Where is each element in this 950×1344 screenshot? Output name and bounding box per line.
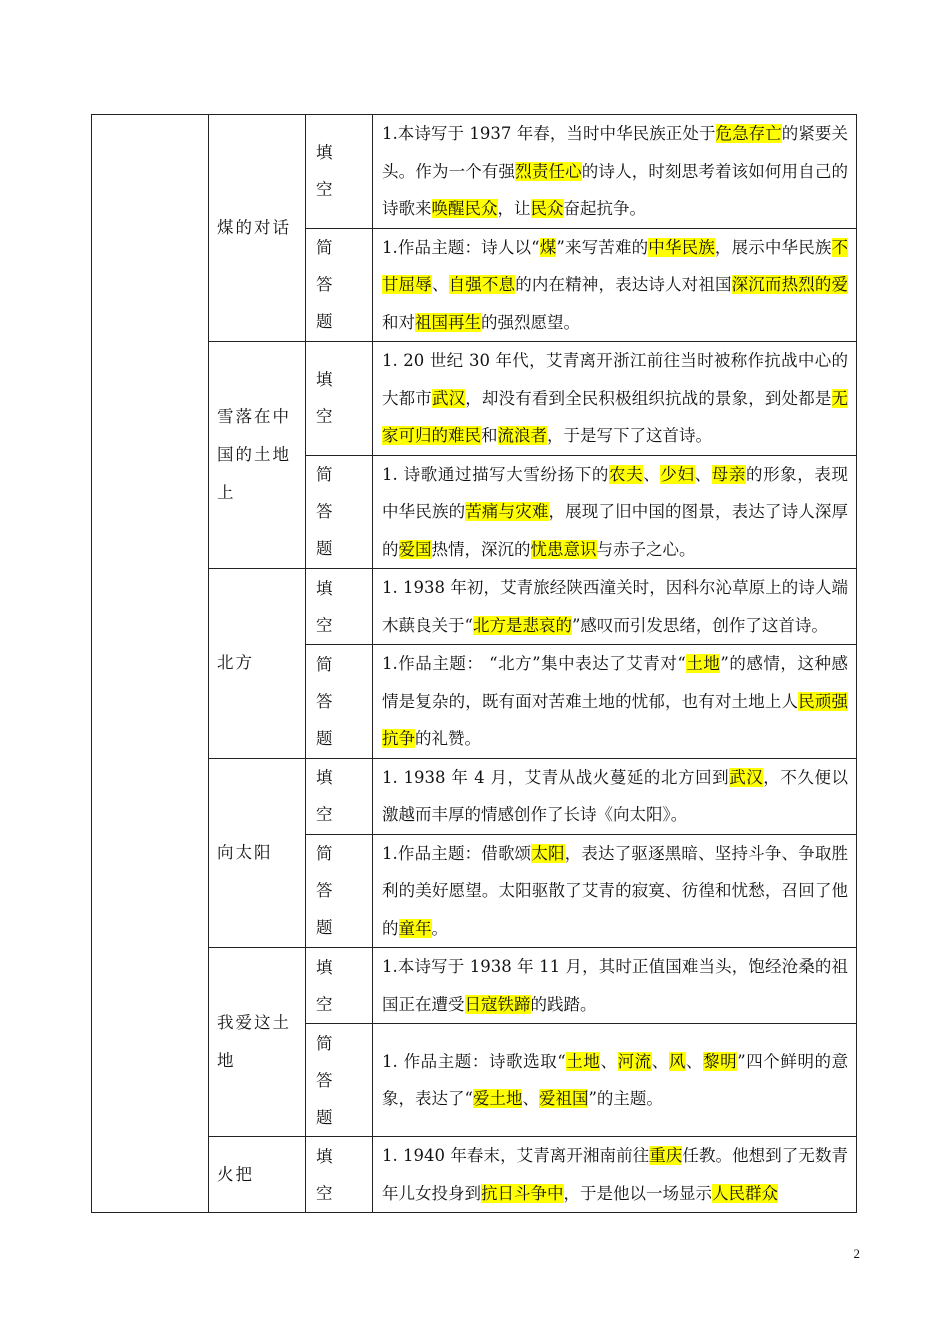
question-type-label: 填空 [316, 957, 333, 1014]
question-type [306, 1024, 373, 1137]
content-text: 1. 1940 年春末，艾青离开湘南前往 [382, 1146, 650, 1165]
highlighted-keyword: 煤 [539, 237, 557, 257]
content-text: 、 [522, 1089, 539, 1108]
answer-content [373, 834, 857, 948]
question-type [306, 758, 373, 834]
answer-content [373, 342, 857, 456]
content-text: 的内在精神，表达诗人对祖国 [515, 275, 732, 294]
content-text: ，展示中华民族 [714, 237, 832, 257]
highlighted-keyword: 苦痛与灾难 [465, 502, 549, 521]
question-type [306, 115, 373, 229]
content-text: 1. 作品主题：诗歌选取“ [382, 1051, 566, 1071]
highlighted-keyword: 风 [668, 1051, 686, 1071]
table-row [92, 115, 857, 229]
question-type-label: 填空 [316, 578, 333, 635]
content-text: ，不久便以激越而丰厚的情感创作了长诗《向太阳》。 [382, 767, 849, 824]
highlighted-keyword: 自强不息 [448, 275, 516, 294]
content-text: 1. 1938 年 4 月，艾青从战火蔓延的北方回到 [382, 767, 730, 787]
question-type-label: 填空 [316, 768, 333, 824]
question-type-label: 简答题 [316, 844, 333, 938]
content-text: 。 [431, 918, 448, 938]
question-type [306, 834, 373, 948]
content-text: 和对 [382, 312, 415, 332]
answer-content [373, 228, 857, 342]
question-type [306, 1137, 373, 1213]
content-text: 的践踏。 [530, 994, 597, 1014]
highlighted-keyword: 少妇 [660, 464, 695, 484]
content-text: ”的感情，这种感情是复杂的，既有面对苦难土地的忧郁，也有对土地上人 [382, 654, 849, 711]
highlighted-keyword: 唤醒民众 [431, 199, 498, 218]
content-text: 、 [431, 275, 449, 294]
content-text: 1.本诗写于 1938 年 11 月，其时正值国难当头，饱经沧桑的祖国正在遭受 [382, 957, 848, 1014]
answer-content [373, 1024, 857, 1137]
content-text: 的紧要关头。作为一个有强 [382, 124, 849, 181]
answer-content [373, 569, 857, 645]
highlighted-keyword: 河流 [617, 1051, 652, 1071]
poem-title: 北方 [209, 569, 306, 759]
highlighted-keyword: 土地 [565, 1051, 601, 1071]
highlighted-keyword: 土地 [685, 654, 721, 673]
content-text: ，让 [497, 199, 531, 218]
content-text: 、 [694, 464, 712, 484]
content-text: 、 [685, 1051, 704, 1071]
question-type [306, 948, 373, 1024]
content-text: ，表达了驱逐黑暗、坚持斗争、争取胜利的美好愿望。太阳驱散了艾青的寂寞、彷徨和忧愁，召回了他的 [382, 843, 849, 938]
question-type-label: 简答题 [316, 654, 333, 748]
question-type-label: 简答题 [316, 1033, 333, 1127]
highlighted-keyword: 忧患意识 [530, 539, 597, 559]
content-text: 、 [643, 464, 661, 484]
answer-content [373, 455, 857, 569]
content-text: ，于是写下了这首诗。 [547, 426, 712, 445]
poem-title: 火把 [209, 1137, 306, 1213]
question-type-label: 填空 [316, 143, 333, 200]
content-text: 1.作品主题：借歌颂 [382, 843, 532, 863]
question-type-label: 填空 [316, 370, 333, 427]
question-type [306, 342, 373, 456]
content-text: 、 [600, 1051, 618, 1071]
highlighted-keyword: 中华民族 [648, 237, 715, 257]
content-text: ”四个鲜明的意象，表达了“ [382, 1051, 849, 1108]
content-text: 1.作品主题：诗人以“ [382, 237, 540, 257]
highlighted-keyword: 北方是悲哀的 [472, 615, 572, 635]
content-text: 、 [651, 1051, 669, 1071]
notes-table [91, 114, 857, 1213]
content-text: 任教。他想到了无数青年儿女投身到 [382, 1146, 849, 1203]
question-type [306, 569, 373, 645]
highlighted-keyword: 烈责任心 [515, 161, 582, 181]
content-text: ，却没有看到全民积极组织抗战的景象，到处都是 [465, 388, 832, 408]
content-text: 1.作品主题： “北方”集中表达了艾青对“ [382, 654, 686, 673]
content-text: 1. 1938 年初，艾青旅经陕西潼关时，因科尔沁草原上的诗人端木蕻良关于“ [382, 578, 848, 635]
answer-content [373, 1137, 857, 1213]
answer-content [373, 115, 857, 229]
highlighted-keyword: 爱国 [398, 539, 432, 559]
highlighted-keyword: 爱祖国 [538, 1089, 589, 1108]
highlighted-keyword: 抗日斗争中 [481, 1183, 564, 1203]
content-text: 和 [481, 426, 498, 445]
highlighted-keyword: 不甘屈辱 [382, 237, 848, 294]
question-type [306, 228, 373, 342]
highlighted-keyword: 人民群众 [712, 1183, 778, 1203]
question-type [306, 455, 373, 569]
content-text: ，展现了旧中国的图景，表达了诗人深厚的 [382, 502, 849, 559]
highlighted-keyword: 无家可归的难民 [382, 388, 849, 445]
highlighted-keyword: 爱土地 [472, 1089, 523, 1108]
highlighted-keyword: 日寇铁蹄 [464, 994, 531, 1014]
poem-title: 煤的对话 [209, 115, 306, 342]
page-number: 2 [853, 1246, 860, 1261]
poem-title: 向太阳 [209, 758, 306, 948]
highlighted-keyword: 武汉 [729, 767, 764, 787]
highlighted-keyword: 民众 [530, 199, 564, 218]
content-text: ”的主题。 [588, 1089, 663, 1108]
poem-title: 雪落在中国的土地上 [209, 342, 306, 569]
outer-column-cell [92, 115, 209, 1213]
content-text: 1. 20 世纪 30 年代，艾青离开浙江前往当时被称作抗战中心的大都市 [382, 351, 848, 408]
content-text: 的礼赞。 [415, 729, 481, 748]
highlighted-keyword: 太阳 [531, 843, 565, 863]
content-text: 1.本诗写于 1937 年春，当时中华民族正处于 [382, 124, 716, 143]
content-text: 与赤子之心。 [596, 539, 696, 559]
question-type-label: 简答题 [316, 465, 333, 559]
answer-content [373, 645, 857, 759]
content-text: 的形象，表现中华民族的 [382, 464, 849, 521]
content-text: 1. 诗歌通过描写大雪纷扬下的 [382, 464, 609, 484]
content-text: 的诗人，时刻思考着该如何用自己的诗歌来 [382, 161, 849, 218]
content-text: 热情，深沉的 [431, 539, 531, 559]
highlighted-keyword: 武汉 [431, 388, 466, 408]
highlighted-keyword: 民顽强抗争 [382, 691, 849, 748]
highlighted-keyword: 童年 [398, 918, 432, 938]
highlighted-keyword: 流浪者 [497, 426, 547, 445]
poem-title: 我爱这土地 [209, 948, 306, 1137]
highlighted-keyword: 重庆 [649, 1146, 683, 1165]
answer-content [373, 758, 857, 834]
highlighted-keyword: 黎明 [703, 1051, 738, 1071]
content-text: ，于是他以一场显示 [563, 1183, 712, 1203]
highlighted-keyword: 母亲 [711, 464, 746, 484]
question-type-label: 填空 [316, 1146, 333, 1203]
highlighted-keyword: 祖国再生 [415, 312, 481, 332]
question-type-label: 简答题 [316, 238, 333, 332]
content-text: 的强烈愿望。 [481, 312, 580, 332]
content-text: 奋起抗争。 [563, 199, 646, 218]
highlighted-keyword: 农夫 [609, 464, 644, 484]
highlighted-keyword: 深沉而热烈的爱 [731, 275, 849, 294]
answer-content [373, 948, 857, 1024]
table-body [92, 115, 857, 1213]
highlighted-keyword: 危急存亡 [715, 124, 782, 143]
content-text: ”感叹而引发思绪，创作了这首诗。 [571, 615, 828, 635]
question-type [306, 645, 373, 759]
content-text: ”来写苦难的 [556, 237, 649, 257]
